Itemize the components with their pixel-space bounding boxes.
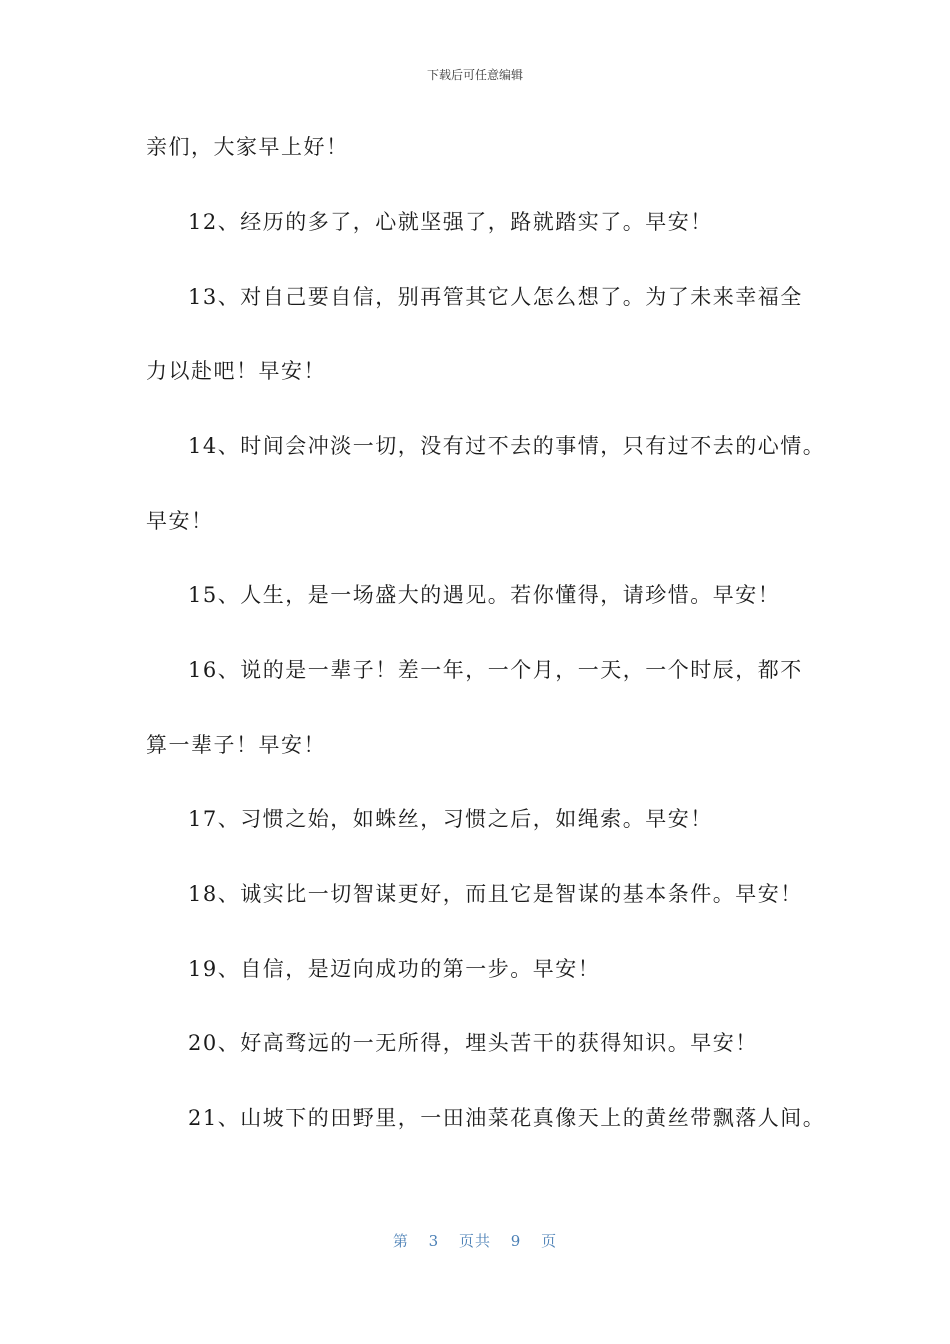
- text-line-10: 17、习惯之始，如蛛丝，习惯之后，如绳索。早安！: [188, 807, 713, 831]
- text-line-14: 21、山坡下的田野里，一田油菜花真像天上的黄丝带飘落人间。: [188, 1106, 826, 1130]
- text-line-4: 力以赴吧！早安！: [146, 359, 326, 383]
- page-footer: [0, 1230, 950, 1251]
- text-line-2: 12、经历的多了，心就坚强了，路就踏实了。早安！: [188, 210, 713, 234]
- text-line-3: 13、对自己要自信，别再管其它人怎么想了。为了未来幸福全: [188, 285, 803, 309]
- footer-page-mid: 页共: [458, 1232, 491, 1250]
- text-line-9: 算一辈子！早安！: [146, 733, 326, 757]
- text-line-12: 19、自信，是迈向成功的第一步。早安！: [188, 957, 601, 981]
- page-header-note: 下载后可任意编辑: [426, 68, 523, 82]
- text-line-7: 15、人生，是一场盛大的遇见。若你懂得，请珍惜。早安！: [188, 583, 781, 607]
- footer-page-number: 3: [428, 1232, 440, 1250]
- text-line-13: 20、好高骛远的一无所得，埋头苦干的获得知识。早安！: [188, 1031, 758, 1055]
- text-line-8: 16、说的是一辈子！差一年，一个月，一天，一个时辰，都不: [188, 658, 803, 682]
- text-line-5: 14、时间会冲淡一切，没有过不去的事情，只有过不去的心情。: [188, 434, 826, 458]
- footer-page-total: 9: [510, 1232, 522, 1250]
- footer-page-suffix: 页: [541, 1232, 558, 1250]
- footer-page-prefix: 第: [392, 1232, 409, 1250]
- text-line-11: 18、诚实比一切智谋更好，而且它是智谋的基本条件。早安！: [188, 882, 803, 906]
- text-line-6: 早安！: [146, 509, 214, 533]
- text-line-1: 亲们，大家早上好！: [146, 135, 349, 159]
